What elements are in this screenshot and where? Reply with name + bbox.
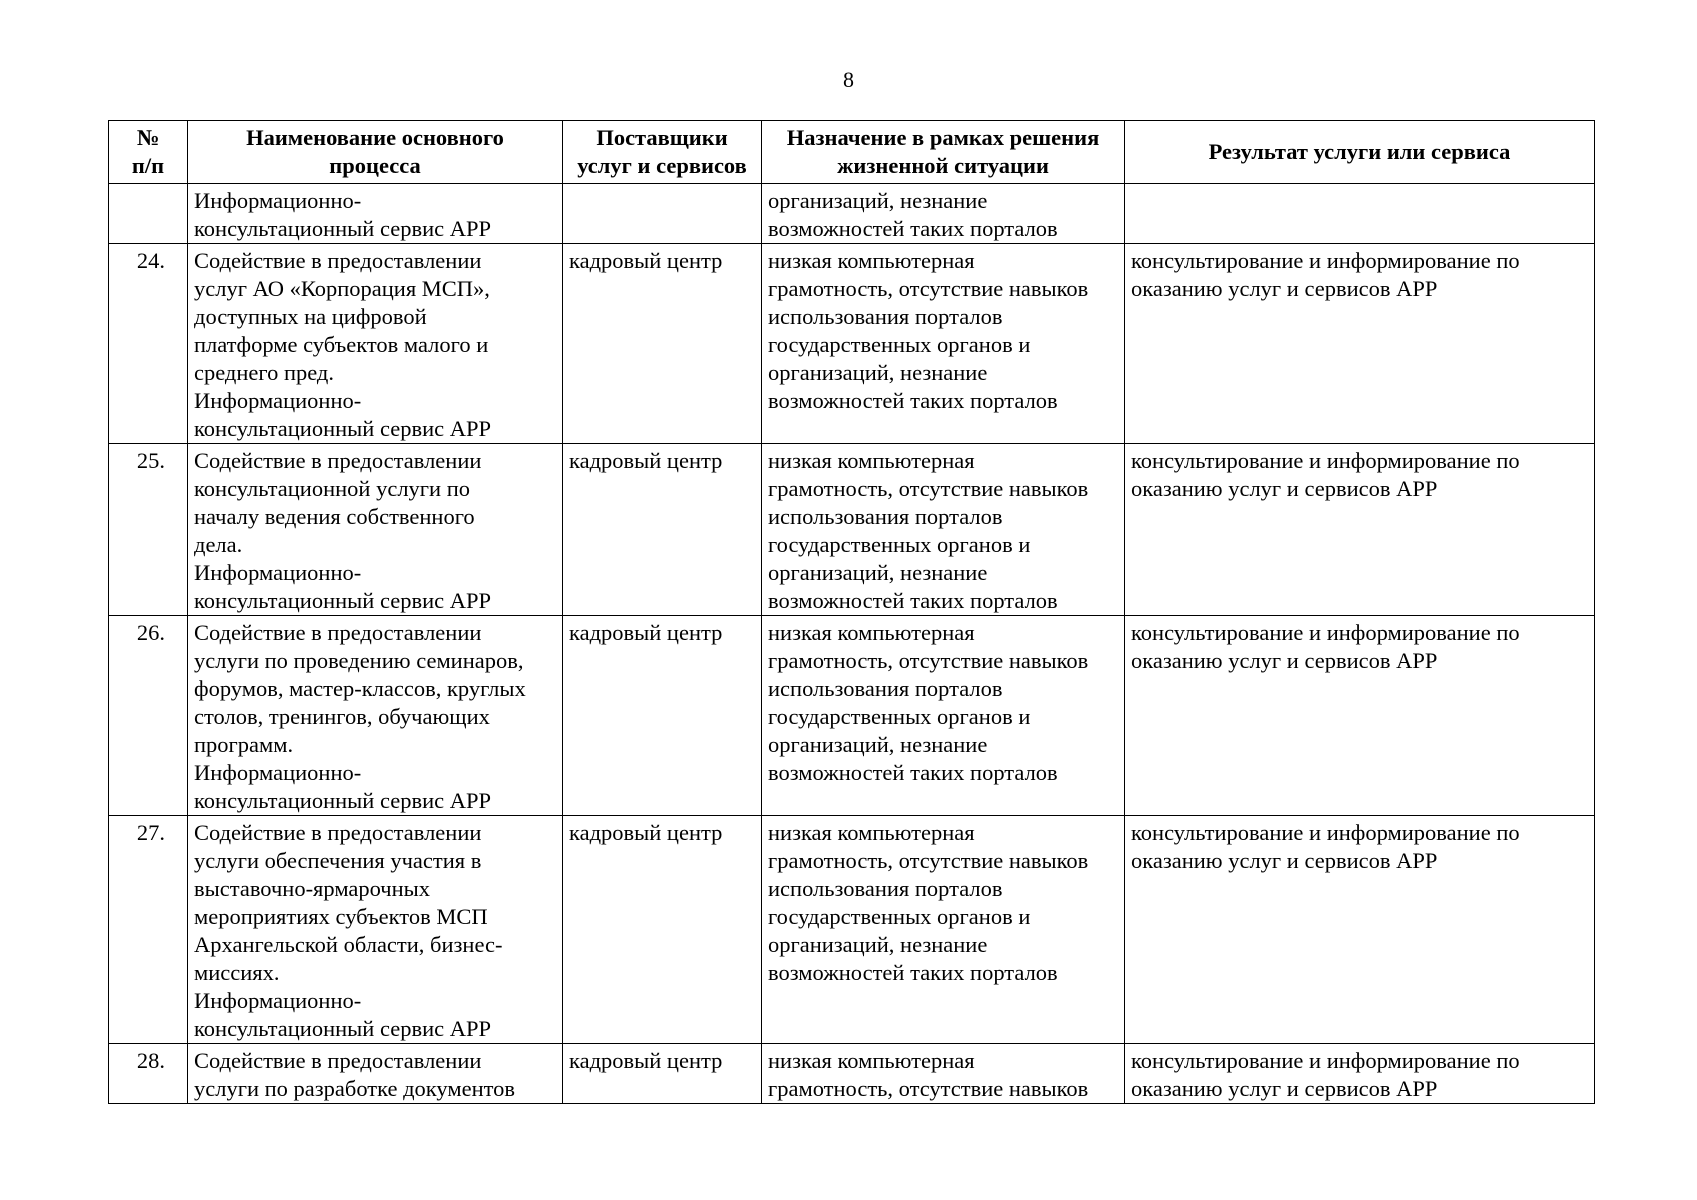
result-cell [1125,444,1595,616]
cell-text-line: Информационно- [194,388,362,413]
cell-text-line: государственных органов и [768,532,1031,557]
cell-text-line: Информационно- [194,560,362,585]
result-cell [1125,184,1595,244]
header-process-name: Наименование основного процесса [188,121,563,184]
cell-text-line: консультационный сервис АРР [194,788,492,813]
purpose-cell [762,184,1125,244]
row-number-cell: 28. [109,1044,188,1104]
header-result: Результат услуги или сервиса [1125,121,1595,184]
cell-text-line: Содействие в предоставлении [194,620,482,645]
row-number-cell: 24. [109,244,188,444]
cell-text-line: услуги по разработке документов [194,1076,516,1101]
cell-text-line: оказанию услуг и сервисов АРР [1131,848,1438,873]
cell-text-line: услуги обеспечения участия в [194,848,482,873]
process-name-cell [188,816,563,1044]
table-row [109,816,1595,1044]
process-name-cell [188,616,563,816]
process-name-cell [188,1044,563,1104]
table-row [109,444,1595,616]
table-row [109,1044,1595,1104]
cell-text-line: государственных органов и [768,904,1031,929]
provider-cell [563,184,762,244]
cell-text-line: консультирование и информирование по [1131,620,1520,645]
cell-text-line: консультирование и информирование по [1131,1048,1520,1073]
cell-text-line: началу ведения собственного [194,504,475,529]
cell-text-line: низкая компьютерная [768,1048,975,1073]
purpose-cell [762,816,1125,1044]
cell-text-line: дела. [194,532,243,557]
purpose-cell [762,444,1125,616]
cell-text-line: государственных органов и [768,704,1031,729]
cell-text-line: услуги по проведению семинаров, [194,648,524,673]
cell-text-line: низкая компьютерная [768,820,975,845]
result-cell [1125,1044,1595,1104]
cell-text-line: консультационный сервис АРР [194,216,492,241]
services-table [108,120,1595,1104]
cell-text-line: использования порталов [768,676,1003,701]
cell-text-line: оказанию услуг и сервисов АРР [1131,648,1438,673]
cell-text-line: низкая компьютерная [768,448,975,473]
purpose-cell [762,616,1125,816]
cell-text-line: грамотность, отсутствие навыков [768,648,1089,673]
cell-text-line: оказанию услуг и сервисов АРР [1131,276,1438,301]
cell-text-line: кадровый центр [569,448,723,473]
cell-text-line: среднего пред. [194,360,334,385]
header-providers: Поставщики услуг и сервисов [563,121,762,184]
cell-text-line: форумов, мастер-классов, круглых [194,676,526,701]
row-number-cell: 27. [109,816,188,1044]
cell-text-line: столов, тренингов, обучающих [194,704,490,729]
cell-text-line: организаций, незнание [768,360,988,385]
cell-text-line: использования порталов [768,876,1003,901]
process-name-cell [188,244,563,444]
cell-text-line: консультационной услуги по [194,476,470,501]
cell-text-line: консультирование и информирование по [1131,448,1520,473]
result-cell [1125,244,1595,444]
provider-cell [563,816,762,1044]
cell-text-line: низкая компьютерная [768,248,975,273]
cell-text-line: консультационный сервис АРР [194,416,492,441]
result-cell [1125,616,1595,816]
header-number: № п/п [109,121,188,184]
cell-text-line: организаций, незнание [768,932,988,957]
cell-text-line: мероприятиях субъектов МСП [194,904,488,929]
cell-text-line: программ. [194,732,294,757]
purpose-cell [762,244,1125,444]
cell-text-line: миссиях. [194,960,280,985]
result-cell [1125,816,1595,1044]
cell-text-line: использования порталов [768,504,1003,529]
cell-text-line: государственных органов и [768,332,1031,357]
cell-text-line: консультационный сервис АРР [194,1016,492,1041]
table-body [109,184,1595,1104]
provider-cell [563,444,762,616]
cell-text-line: организаций, незнание [768,188,988,213]
cell-text-line: Содействие в предоставлении [194,1048,482,1073]
cell-text-line: грамотность, отсутствие навыков [768,848,1089,873]
cell-text-line: доступных на цифровой [194,304,427,329]
cell-text-line: использования порталов [768,304,1003,329]
cell-text-line: оказанию услуг и сервисов АРР [1131,1076,1438,1101]
process-name-cell [188,444,563,616]
cell-text-line: возможностей таких порталов [768,388,1058,413]
row-number-cell: 25. [109,444,188,616]
cell-text-line: грамотность, отсутствие навыков [768,1076,1089,1101]
cell-text-line: Архангельской области, бизнес- [194,932,503,957]
cell-text-line: организаций, незнание [768,560,988,585]
cell-text-line: низкая компьютерная [768,620,975,645]
table-row [109,184,1595,244]
row-number-cell: 26. [109,616,188,816]
cell-text-line: организаций, незнание [768,732,988,757]
cell-text-line: Информационно- [194,988,362,1013]
cell-text-line: Информационно- [194,760,362,785]
cell-text-line: кадровый центр [569,820,723,845]
table-header-row [109,121,1595,184]
purpose-cell [762,1044,1125,1104]
provider-cell [563,616,762,816]
cell-text-line: возможностей таких порталов [768,960,1058,985]
row-number-cell [109,184,188,244]
cell-text-line: платформе субъектов малого и [194,332,489,357]
provider-cell [563,244,762,444]
cell-text-line: грамотность, отсутствие навыков [768,476,1089,501]
provider-cell [563,1044,762,1104]
cell-text-line: возможностей таких порталов [768,216,1058,241]
cell-text-line: консультирование и информирование по [1131,820,1520,845]
cell-text-line: Содействие в предоставлении [194,448,482,473]
table-row [109,244,1595,444]
cell-text-line: кадровый центр [569,620,723,645]
cell-text-line: Информационно- [194,188,362,213]
cell-text-line: консультирование и информирование по [1131,248,1520,273]
cell-text-line: грамотность, отсутствие навыков [768,276,1089,301]
page-number: 8 [843,67,854,92]
cell-text-line: возможностей таких порталов [768,588,1058,613]
process-name-cell [188,184,563,244]
cell-text-line: Содействие в предоставлении [194,820,482,845]
cell-text-line: кадровый центр [569,1048,723,1073]
cell-text-line: возможностей таких порталов [768,760,1058,785]
header-purpose: Назначение в рамках решения жизненной ситуации [762,121,1125,184]
cell-text-line: консультационный сервис АРР [194,588,492,613]
cell-text-line: оказанию услуг и сервисов АРР [1131,476,1438,501]
table-row [109,616,1595,816]
cell-text-line: услуг АО «Корпорация МСП», [194,276,490,301]
cell-text-line: выставочно-ярмарочных [194,876,431,901]
cell-text-line: кадровый центр [569,248,723,273]
cell-text-line: Содействие в предоставлении [194,248,482,273]
